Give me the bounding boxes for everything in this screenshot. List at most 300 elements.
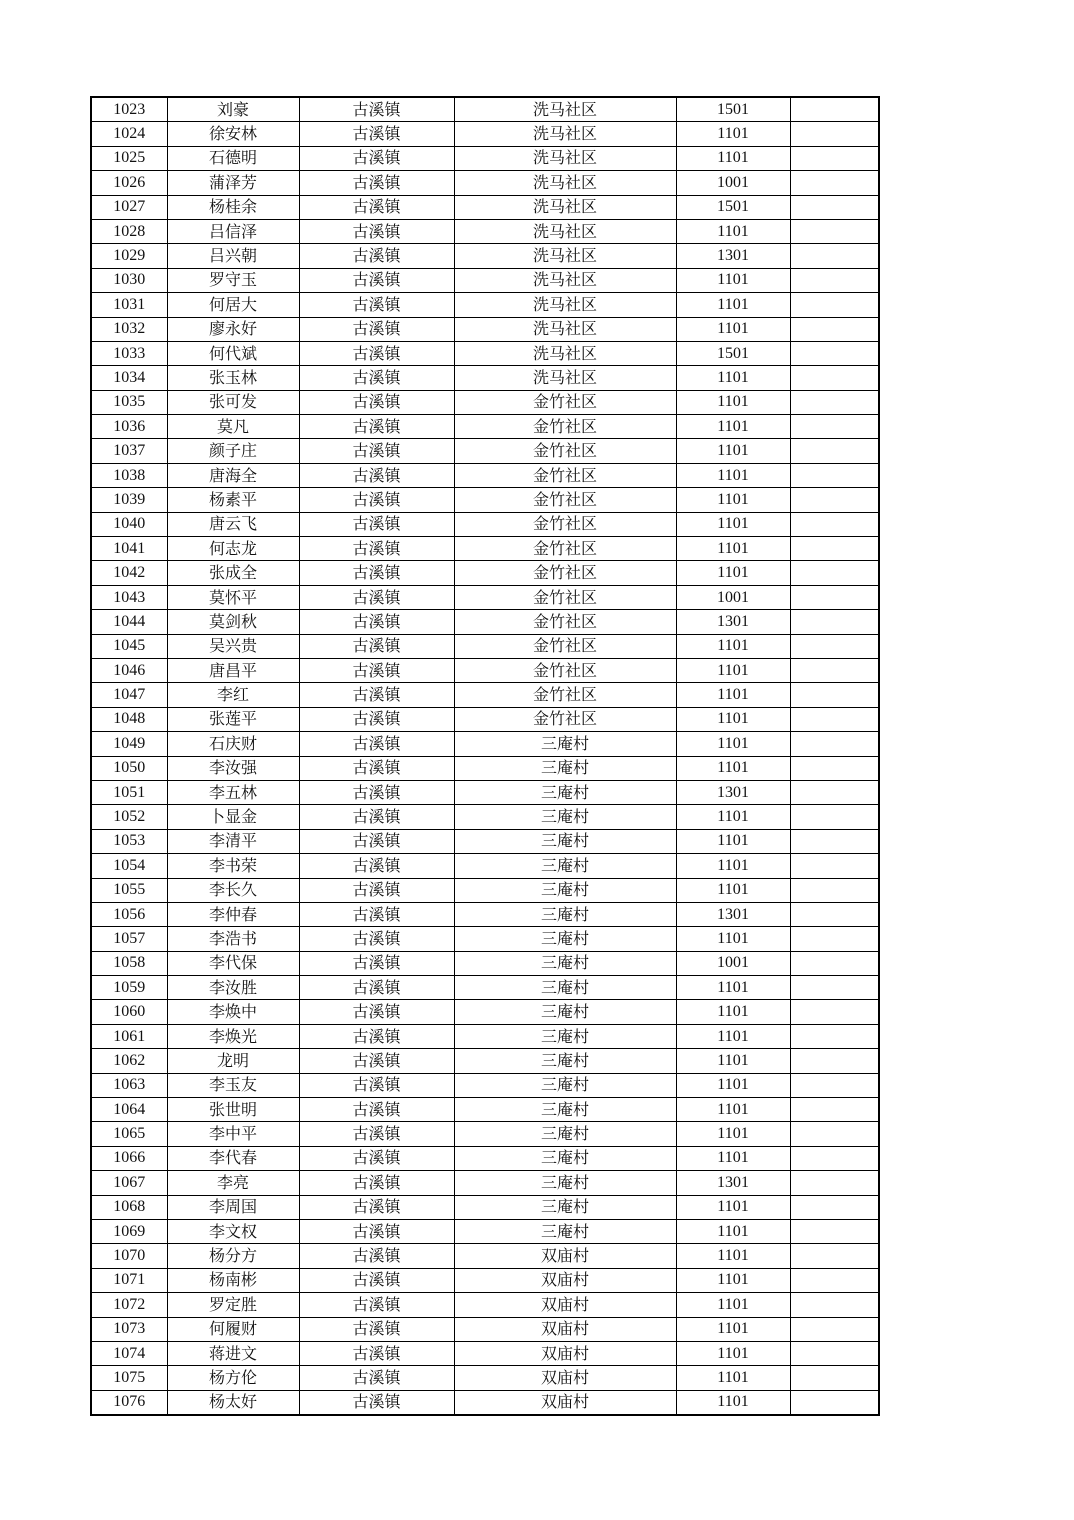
serial-number-cell: 1027 — [91, 195, 167, 219]
person-name-cell: 蒋进文 — [167, 1341, 299, 1365]
code-cell: 1101 — [676, 683, 790, 707]
serial-number-cell: 1026 — [91, 171, 167, 195]
serial-number-cell: 1061 — [91, 1024, 167, 1048]
code-cell: 1301 — [676, 902, 790, 926]
village-cell: 洗马社区 — [454, 146, 676, 170]
person-name-cell: 廖永好 — [167, 317, 299, 341]
code-cell: 1101 — [676, 1146, 790, 1170]
serial-number-cell: 1063 — [91, 1073, 167, 1097]
town-cell: 古溪镇 — [299, 732, 454, 756]
serial-number-cell: 1075 — [91, 1366, 167, 1390]
serial-number-cell: 1042 — [91, 561, 167, 585]
code-cell: 1101 — [676, 1244, 790, 1268]
town-cell: 古溪镇 — [299, 415, 454, 439]
code-cell: 1101 — [676, 976, 790, 1000]
village-cell: 三庵村 — [454, 1024, 676, 1048]
town-cell: 古溪镇 — [299, 1293, 454, 1317]
code-cell: 1101 — [676, 463, 790, 487]
table-row — [91, 780, 879, 804]
person-name-cell: 李代保 — [167, 951, 299, 975]
person-name-cell: 李周国 — [167, 1195, 299, 1219]
town-cell: 古溪镇 — [299, 537, 454, 561]
person-name-cell: 李玉友 — [167, 1073, 299, 1097]
village-cell: 洗马社区 — [454, 195, 676, 219]
person-name-cell: 李浩书 — [167, 927, 299, 951]
serial-number-cell: 1068 — [91, 1195, 167, 1219]
town-cell: 古溪镇 — [299, 268, 454, 292]
serial-number-cell: 1073 — [91, 1317, 167, 1341]
serial-number-cell: 1050 — [91, 756, 167, 780]
village-cell: 金竹社区 — [454, 488, 676, 512]
code-cell: 1301 — [676, 780, 790, 804]
person-name-cell: 张世明 — [167, 1098, 299, 1122]
note-cell — [790, 317, 879, 341]
table-row — [91, 634, 879, 658]
table-row — [91, 1171, 879, 1195]
table-row — [91, 854, 879, 878]
village-cell: 三庵村 — [454, 1122, 676, 1146]
person-name-cell: 张成全 — [167, 561, 299, 585]
table-row — [91, 1195, 879, 1219]
person-name-cell: 张玉林 — [167, 366, 299, 390]
town-cell: 古溪镇 — [299, 1195, 454, 1219]
note-cell — [790, 1293, 879, 1317]
serial-number-cell: 1066 — [91, 1146, 167, 1170]
village-cell: 双庙村 — [454, 1244, 676, 1268]
note-cell — [790, 927, 879, 951]
note-cell — [790, 829, 879, 853]
serial-number-cell: 1036 — [91, 415, 167, 439]
note-cell — [790, 854, 879, 878]
note-cell — [790, 732, 879, 756]
note-cell — [790, 463, 879, 487]
note-cell — [790, 244, 879, 268]
serial-number-cell: 1028 — [91, 219, 167, 243]
town-cell: 古溪镇 — [299, 1219, 454, 1243]
code-cell: 1101 — [676, 1219, 790, 1243]
village-cell: 三庵村 — [454, 829, 676, 853]
table-row — [91, 683, 879, 707]
code-cell: 1101 — [676, 293, 790, 317]
town-cell: 古溪镇 — [299, 1049, 454, 1073]
person-name-cell: 杨素平 — [167, 488, 299, 512]
village-cell: 双庙村 — [454, 1317, 676, 1341]
code-cell: 1101 — [676, 634, 790, 658]
serial-number-cell: 1069 — [91, 1219, 167, 1243]
table-row — [91, 927, 879, 951]
village-cell: 洗马社区 — [454, 293, 676, 317]
code-cell: 1101 — [676, 1073, 790, 1097]
table-row — [91, 488, 879, 512]
code-cell: 1101 — [676, 1195, 790, 1219]
serial-number-cell: 1060 — [91, 1000, 167, 1024]
person-name-cell: 李焕光 — [167, 1024, 299, 1048]
town-cell: 古溪镇 — [299, 1366, 454, 1390]
person-name-cell: 徐安林 — [167, 122, 299, 146]
town-cell: 古溪镇 — [299, 97, 454, 122]
note-cell — [790, 707, 879, 731]
serial-number-cell: 1043 — [91, 585, 167, 609]
note-cell — [790, 146, 879, 170]
person-name-cell: 李代春 — [167, 1146, 299, 1170]
table-row — [91, 902, 879, 926]
village-cell: 三庵村 — [454, 805, 676, 829]
code-cell: 1101 — [676, 927, 790, 951]
town-cell: 古溪镇 — [299, 195, 454, 219]
town-cell: 古溪镇 — [299, 927, 454, 951]
village-cell: 双庙村 — [454, 1268, 676, 1292]
table-row — [91, 97, 879, 122]
serial-number-cell: 1049 — [91, 732, 167, 756]
serial-number-cell: 1046 — [91, 658, 167, 682]
town-cell: 古溪镇 — [299, 390, 454, 414]
code-cell: 1101 — [676, 122, 790, 146]
table-row — [91, 829, 879, 853]
village-cell: 三庵村 — [454, 1000, 676, 1024]
table-row — [91, 1390, 879, 1415]
code-cell: 1101 — [676, 537, 790, 561]
town-cell: 古溪镇 — [299, 1122, 454, 1146]
town-cell: 古溪镇 — [299, 951, 454, 975]
village-cell: 三庵村 — [454, 1219, 676, 1243]
serial-number-cell: 1052 — [91, 805, 167, 829]
village-cell: 洗马社区 — [454, 366, 676, 390]
serial-number-cell: 1034 — [91, 366, 167, 390]
town-cell: 古溪镇 — [299, 1024, 454, 1048]
town-cell: 古溪镇 — [299, 878, 454, 902]
town-cell: 古溪镇 — [299, 707, 454, 731]
village-cell: 金竹社区 — [454, 610, 676, 634]
code-cell: 1101 — [676, 1122, 790, 1146]
village-cell: 金竹社区 — [454, 390, 676, 414]
note-cell — [790, 634, 879, 658]
serial-number-cell: 1055 — [91, 878, 167, 902]
table-row — [91, 1366, 879, 1390]
note-cell — [790, 219, 879, 243]
person-name-cell: 李书荣 — [167, 854, 299, 878]
table-row — [91, 1219, 879, 1243]
town-cell: 古溪镇 — [299, 756, 454, 780]
table-row — [91, 610, 879, 634]
code-cell: 1101 — [676, 146, 790, 170]
table-row — [91, 146, 879, 170]
table-row — [91, 341, 879, 365]
town-cell: 古溪镇 — [299, 463, 454, 487]
serial-number-cell: 1059 — [91, 976, 167, 1000]
person-name-cell: 李汝胜 — [167, 976, 299, 1000]
person-name-cell: 李五林 — [167, 780, 299, 804]
note-cell — [790, 1341, 879, 1365]
code-cell: 1101 — [676, 390, 790, 414]
note-cell — [790, 171, 879, 195]
note-cell — [790, 1268, 879, 1292]
town-cell: 古溪镇 — [299, 366, 454, 390]
note-cell — [790, 1098, 879, 1122]
table-row — [91, 268, 879, 292]
town-cell: 古溪镇 — [299, 634, 454, 658]
person-name-cell: 唐海全 — [167, 463, 299, 487]
town-cell: 古溪镇 — [299, 317, 454, 341]
town-cell: 古溪镇 — [299, 1073, 454, 1097]
table-row — [91, 658, 879, 682]
village-cell: 金竹社区 — [454, 707, 676, 731]
person-name-cell: 颜子庄 — [167, 439, 299, 463]
table-row — [91, 366, 879, 390]
serial-number-cell: 1053 — [91, 829, 167, 853]
code-cell: 1101 — [676, 1268, 790, 1292]
town-cell: 古溪镇 — [299, 610, 454, 634]
village-cell: 三庵村 — [454, 1049, 676, 1073]
person-name-cell: 卜显金 — [167, 805, 299, 829]
note-cell — [790, 878, 879, 902]
note-cell — [790, 1219, 879, 1243]
town-cell: 古溪镇 — [299, 976, 454, 1000]
note-cell — [790, 1024, 879, 1048]
person-name-cell: 莫凡 — [167, 415, 299, 439]
note-cell — [790, 122, 879, 146]
serial-number-cell: 1070 — [91, 1244, 167, 1268]
note-cell — [790, 1317, 879, 1341]
code-cell: 1001 — [676, 171, 790, 195]
serial-number-cell: 1054 — [91, 854, 167, 878]
table-row — [91, 122, 879, 146]
village-cell: 三庵村 — [454, 1195, 676, 1219]
person-name-cell: 吕信泽 — [167, 219, 299, 243]
person-name-cell: 吕兴朝 — [167, 244, 299, 268]
serial-number-cell: 1041 — [91, 537, 167, 561]
village-cell: 三庵村 — [454, 902, 676, 926]
code-cell: 1101 — [676, 512, 790, 536]
code-cell: 1101 — [676, 658, 790, 682]
note-cell — [790, 780, 879, 804]
table-row — [91, 1293, 879, 1317]
village-cell: 洗马社区 — [454, 341, 676, 365]
table-row — [91, 585, 879, 609]
town-cell: 古溪镇 — [299, 293, 454, 317]
table-row — [91, 756, 879, 780]
serial-number-cell: 1038 — [91, 463, 167, 487]
note-cell — [790, 1390, 879, 1415]
table-row — [91, 512, 879, 536]
note-cell — [790, 439, 879, 463]
town-cell: 古溪镇 — [299, 780, 454, 804]
code-cell: 1101 — [676, 317, 790, 341]
table-row — [91, 463, 879, 487]
village-cell: 洗马社区 — [454, 219, 676, 243]
serial-number-cell: 1030 — [91, 268, 167, 292]
village-cell: 三庵村 — [454, 1171, 676, 1195]
person-name-cell: 唐昌平 — [167, 658, 299, 682]
table-row — [91, 1244, 879, 1268]
town-cell: 古溪镇 — [299, 829, 454, 853]
village-cell: 洗马社区 — [454, 317, 676, 341]
code-cell: 1101 — [676, 854, 790, 878]
town-cell: 古溪镇 — [299, 1171, 454, 1195]
person-name-cell: 何代斌 — [167, 341, 299, 365]
table-row — [91, 1024, 879, 1048]
note-cell — [790, 683, 879, 707]
person-name-cell: 莫剑秋 — [167, 610, 299, 634]
serial-number-cell: 1045 — [91, 634, 167, 658]
code-cell: 1101 — [676, 366, 790, 390]
serial-number-cell: 1029 — [91, 244, 167, 268]
table-row — [91, 219, 879, 243]
serial-number-cell: 1058 — [91, 951, 167, 975]
code-cell: 1301 — [676, 244, 790, 268]
note-cell — [790, 293, 879, 317]
person-name-cell: 罗定胜 — [167, 1293, 299, 1317]
person-name-cell: 张莲平 — [167, 707, 299, 731]
person-name-cell: 杨桂余 — [167, 195, 299, 219]
village-cell: 洗马社区 — [454, 268, 676, 292]
roster-body — [91, 97, 879, 1415]
village-cell: 洗马社区 — [454, 97, 676, 122]
town-cell: 古溪镇 — [299, 219, 454, 243]
town-cell: 古溪镇 — [299, 171, 454, 195]
table-row — [91, 976, 879, 1000]
town-cell: 古溪镇 — [299, 1268, 454, 1292]
serial-number-cell: 1023 — [91, 97, 167, 122]
village-cell: 金竹社区 — [454, 585, 676, 609]
table-row — [91, 244, 879, 268]
person-name-cell: 李仲春 — [167, 902, 299, 926]
person-name-cell: 李亮 — [167, 1171, 299, 1195]
note-cell — [790, 1122, 879, 1146]
code-cell: 1101 — [676, 732, 790, 756]
person-name-cell: 唐云飞 — [167, 512, 299, 536]
code-cell: 1001 — [676, 585, 790, 609]
note-cell — [790, 1171, 879, 1195]
note-cell — [790, 390, 879, 414]
village-cell: 三庵村 — [454, 927, 676, 951]
person-name-cell: 张可发 — [167, 390, 299, 414]
town-cell: 古溪镇 — [299, 658, 454, 682]
note-cell — [790, 97, 879, 122]
town-cell: 古溪镇 — [299, 122, 454, 146]
serial-number-cell: 1040 — [91, 512, 167, 536]
serial-number-cell: 1035 — [91, 390, 167, 414]
note-cell — [790, 902, 879, 926]
serial-number-cell: 1071 — [91, 1268, 167, 1292]
code-cell: 1501 — [676, 195, 790, 219]
note-cell — [790, 1000, 879, 1024]
person-name-cell: 杨太好 — [167, 1390, 299, 1415]
serial-number-cell: 1074 — [91, 1341, 167, 1365]
town-cell: 古溪镇 — [299, 1317, 454, 1341]
table-row — [91, 439, 879, 463]
village-cell: 双庙村 — [454, 1390, 676, 1415]
person-name-cell: 蒲泽芳 — [167, 171, 299, 195]
code-cell: 1101 — [676, 829, 790, 853]
table-row — [91, 1073, 879, 1097]
town-cell: 古溪镇 — [299, 805, 454, 829]
note-cell — [790, 756, 879, 780]
code-cell: 1001 — [676, 951, 790, 975]
village-cell: 三庵村 — [454, 1098, 676, 1122]
person-name-cell: 李文权 — [167, 1219, 299, 1243]
note-cell — [790, 805, 879, 829]
roster-table — [90, 96, 880, 1416]
table-row — [91, 878, 879, 902]
table-row — [91, 1341, 879, 1365]
village-cell: 三庵村 — [454, 951, 676, 975]
note-cell — [790, 341, 879, 365]
serial-number-cell: 1056 — [91, 902, 167, 926]
serial-number-cell: 1031 — [91, 293, 167, 317]
code-cell: 1101 — [676, 756, 790, 780]
person-name-cell: 吴兴贵 — [167, 634, 299, 658]
table-row — [91, 415, 879, 439]
person-name-cell: 何履财 — [167, 1317, 299, 1341]
town-cell: 古溪镇 — [299, 1244, 454, 1268]
table-row — [91, 293, 879, 317]
town-cell: 古溪镇 — [299, 854, 454, 878]
person-name-cell: 刘豪 — [167, 97, 299, 122]
table-row — [91, 707, 879, 731]
code-cell: 1101 — [676, 439, 790, 463]
serial-number-cell: 1037 — [91, 439, 167, 463]
note-cell — [790, 195, 879, 219]
town-cell: 古溪镇 — [299, 341, 454, 365]
note-cell — [790, 1244, 879, 1268]
table-row — [91, 537, 879, 561]
note-cell — [790, 488, 879, 512]
note-cell — [790, 951, 879, 975]
village-cell: 双庙村 — [454, 1341, 676, 1365]
code-cell: 1501 — [676, 341, 790, 365]
note-cell — [790, 415, 879, 439]
town-cell: 古溪镇 — [299, 902, 454, 926]
code-cell: 1101 — [676, 219, 790, 243]
code-cell: 1101 — [676, 1049, 790, 1073]
code-cell: 1101 — [676, 1341, 790, 1365]
village-cell: 金竹社区 — [454, 439, 676, 463]
serial-number-cell: 1044 — [91, 610, 167, 634]
note-cell — [790, 1073, 879, 1097]
table-row — [91, 1268, 879, 1292]
village-cell: 洗马社区 — [454, 244, 676, 268]
table-row — [91, 1098, 879, 1122]
village-cell: 金竹社区 — [454, 561, 676, 585]
table-row — [91, 951, 879, 975]
code-cell: 1501 — [676, 97, 790, 122]
code-cell: 1101 — [676, 1390, 790, 1415]
code-cell: 1101 — [676, 1293, 790, 1317]
person-name-cell: 李中平 — [167, 1122, 299, 1146]
serial-number-cell: 1032 — [91, 317, 167, 341]
table-row — [91, 1122, 879, 1146]
code-cell: 1101 — [676, 1366, 790, 1390]
person-name-cell: 李红 — [167, 683, 299, 707]
table-row — [91, 195, 879, 219]
village-cell: 三庵村 — [454, 854, 676, 878]
table-row — [91, 1317, 879, 1341]
note-cell — [790, 366, 879, 390]
serial-number-cell: 1067 — [91, 1171, 167, 1195]
village-cell: 金竹社区 — [454, 634, 676, 658]
person-name-cell: 李长久 — [167, 878, 299, 902]
village-cell: 三庵村 — [454, 1073, 676, 1097]
code-cell: 1101 — [676, 1024, 790, 1048]
table-row — [91, 317, 879, 341]
village-cell: 金竹社区 — [454, 463, 676, 487]
code-cell: 1101 — [676, 415, 790, 439]
town-cell: 古溪镇 — [299, 1341, 454, 1365]
table-row — [91, 1000, 879, 1024]
serial-number-cell: 1033 — [91, 341, 167, 365]
person-name-cell: 李焕中 — [167, 1000, 299, 1024]
note-cell — [790, 1146, 879, 1170]
